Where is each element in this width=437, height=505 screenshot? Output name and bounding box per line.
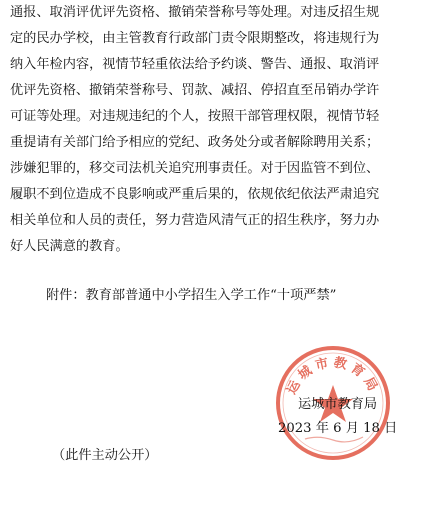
body-line-1: 通报、取消评优评先资格、撤销荣誉称号等处理。对违反招生规: [10, 5, 380, 20]
body-line-10: 好人民满意的教育。: [10, 239, 129, 254]
body-line-7: 涉嫌犯罪的，移交司法机关追究刑事责任。对于因监管不到位、: [10, 161, 380, 176]
public-disclosure-note: （此件主动公开）: [52, 448, 158, 463]
body-line-3: 纳入年检内容，视情节轻重依法给予约谈、警告、通报、取消评: [10, 57, 380, 72]
body-line-4: 优评先资格、撤销荣誉称号、罚款、减招、停招直至吊销办学许: [10, 83, 380, 98]
attachment-line: 附件：教育部普通中小学招生入学工作“十项严禁”: [46, 288, 337, 303]
body-line-2: 定的民办学校，由主管教育行政部门责令限期整改，将违规行为: [10, 31, 380, 46]
body-line-6: 重提请有关部门给予相应的党纪、政务处分或者解除聘用关系；: [10, 135, 380, 150]
body-line-8: 履职不到位造成不良影响或严重后果的，依规依纪依法严肃追究: [10, 187, 380, 202]
body-line-5: 可证等处理。对违规违纪的个人，按照干部管理权限，视情节轻: [10, 109, 380, 124]
seal-text: 运城市教育局: [284, 355, 382, 398]
issue-date: 2023 年 6 月 18 日: [278, 421, 398, 436]
body-line-9: 相关单位和人员的责任，努力营造风清气正的招生秩序，努力办: [10, 213, 380, 228]
issuer-name: 运城市教育局: [298, 397, 378, 412]
